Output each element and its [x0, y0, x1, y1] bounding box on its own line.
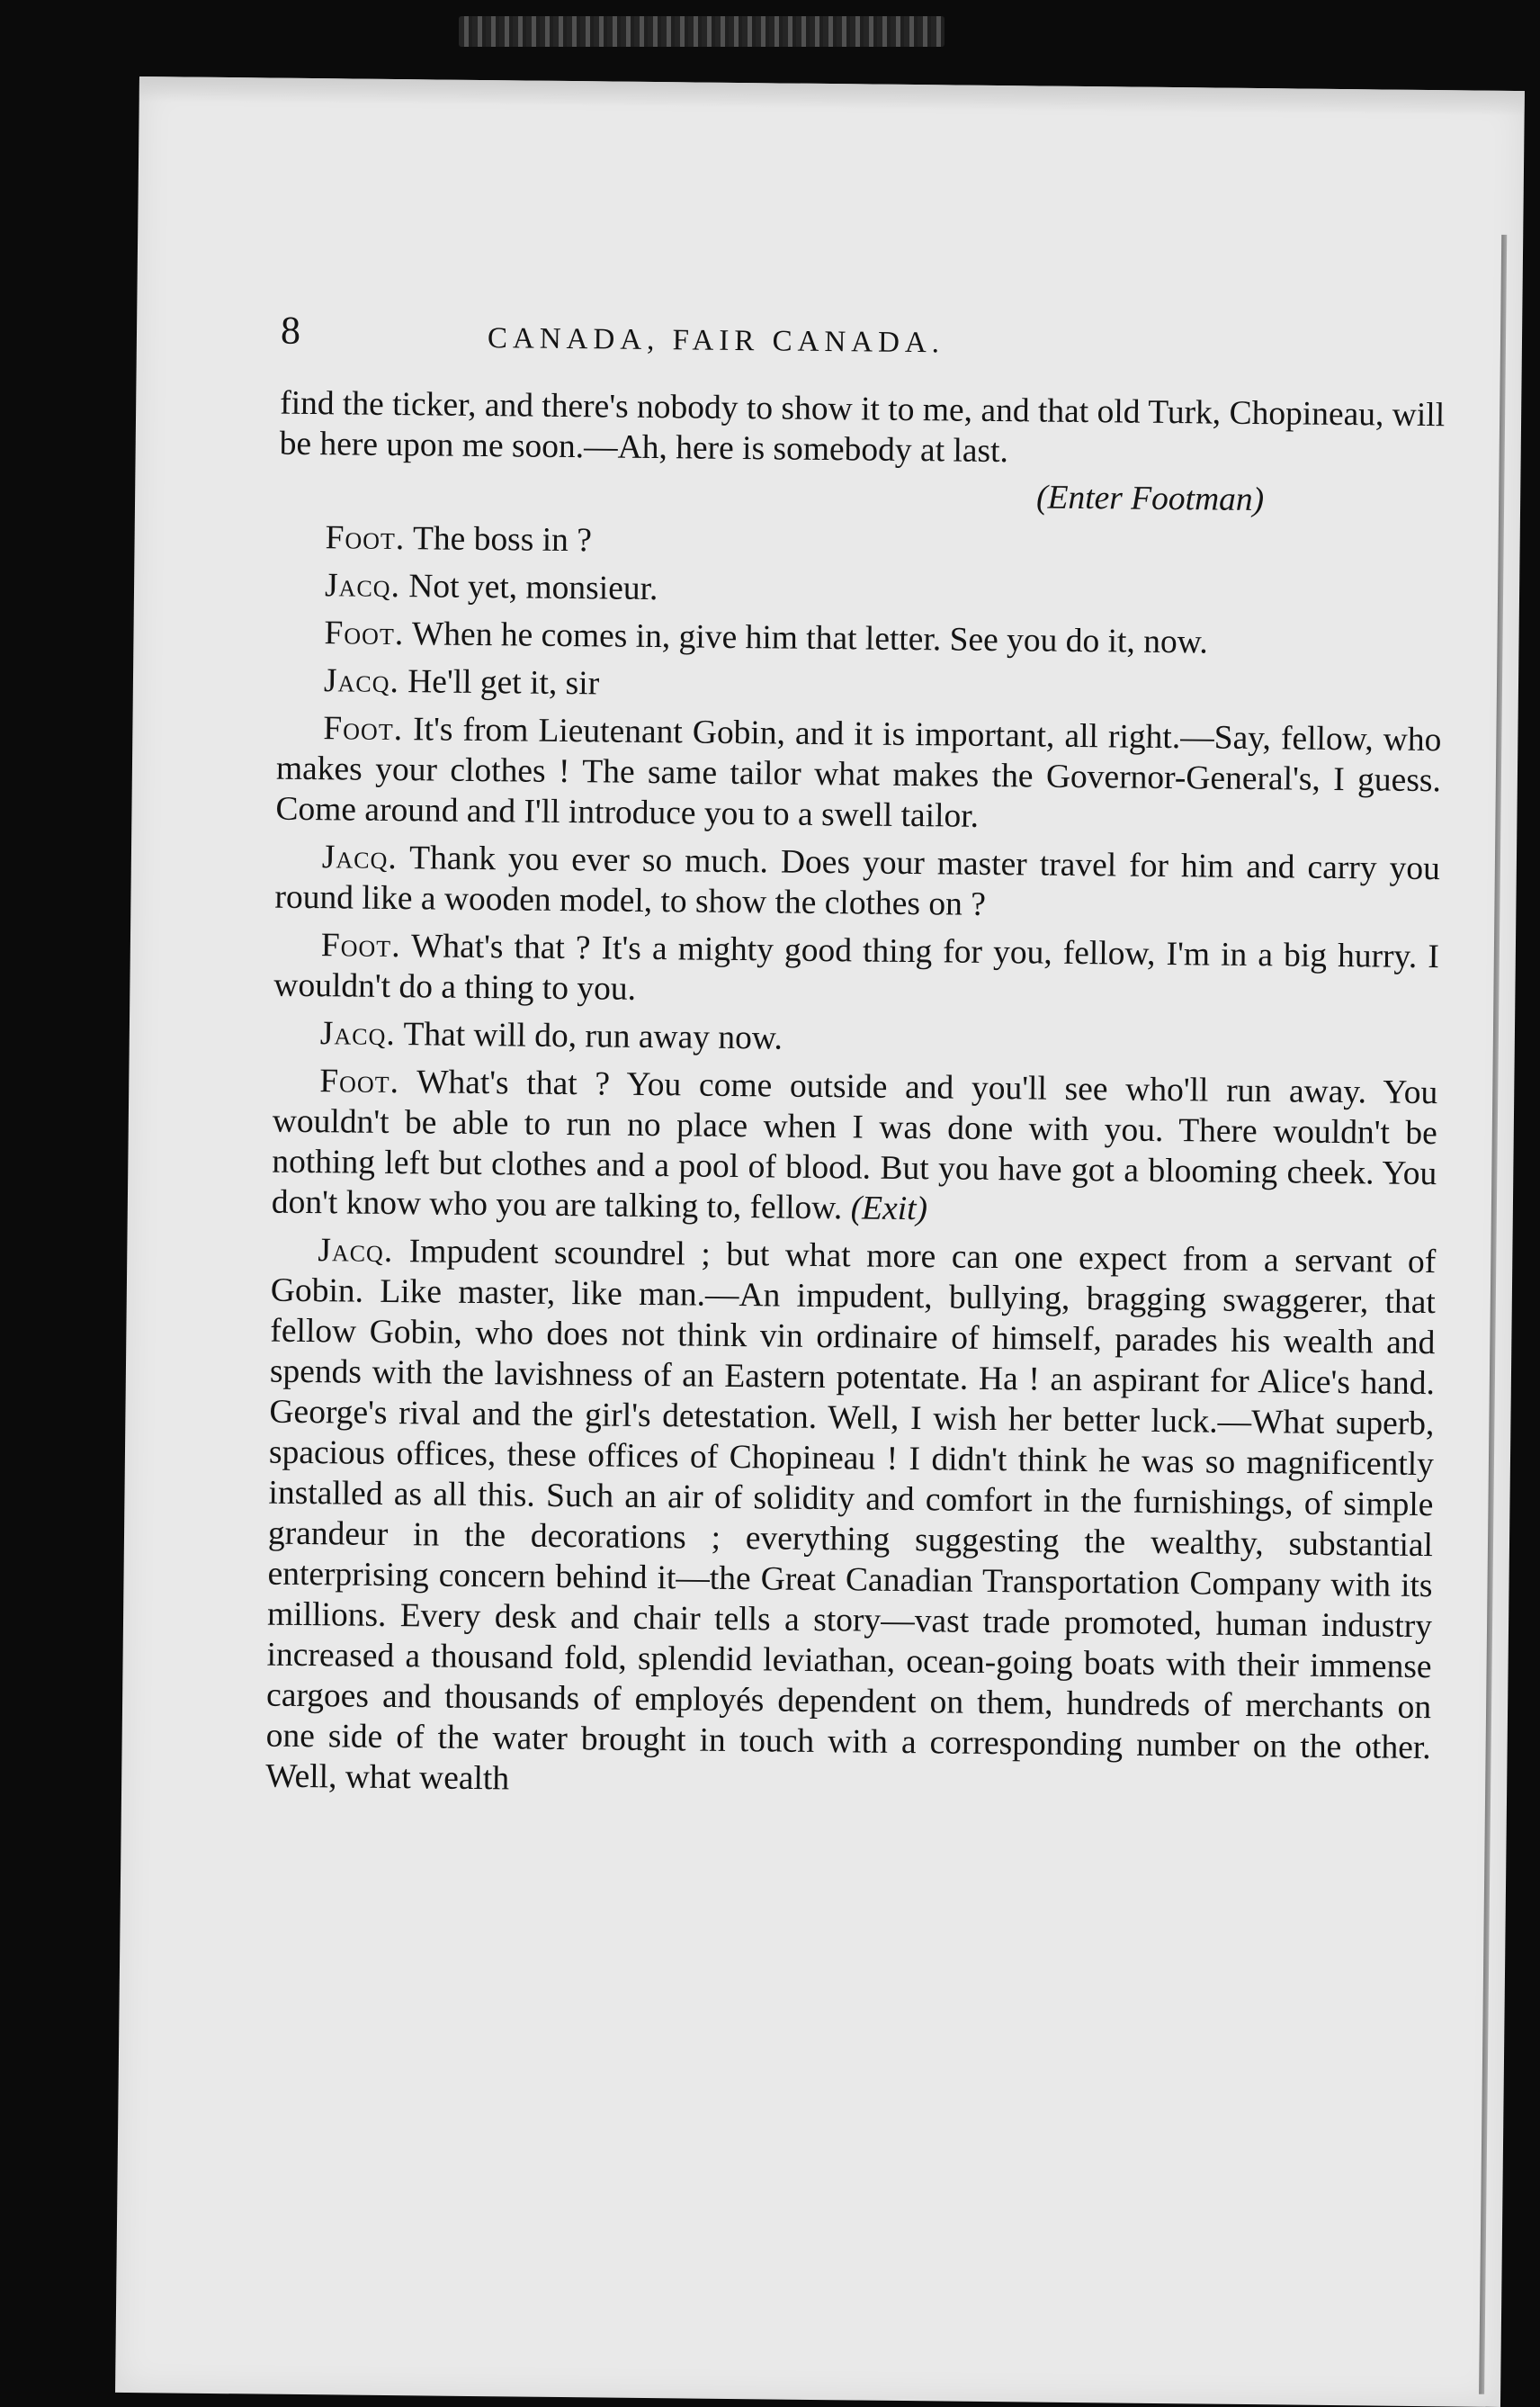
- dialogue-line: [275, 708, 1441, 842]
- dialogue-line: [273, 1013, 1438, 1066]
- page-content: [265, 308, 1446, 1809]
- opening-paragraph: find the ticker, and there's nobody to show it to me, and that old Turk, Chopineau, will be here upon me soon.—Ah, here is somebody at last.: [279, 384, 1446, 471]
- dialogue-line: [277, 613, 1442, 666]
- dialogue-line: [273, 925, 1439, 1019]
- book-page: [115, 76, 1525, 2407]
- stage-direction-exit: (Exit): [850, 1190, 928, 1228]
- page-number: 8: [280, 308, 301, 353]
- dialogue-text: That will do, run away now.: [403, 1016, 783, 1057]
- dialogue-text: When he comes in, give him that letter. See you do it, now.: [411, 615, 1208, 661]
- speaker-name: Foot.: [320, 927, 401, 965]
- speaker-name: Jacq.: [319, 1015, 396, 1054]
- dialogue-line: [278, 565, 1443, 618]
- page-header: [281, 308, 1446, 383]
- monologue-paragraph: [265, 1230, 1437, 1810]
- dialogue-text: What's that ? It's a mighty good thing for you, fellow, I'm in a big hurry. I wouldn't do a thing to you.: [273, 928, 1440, 1008]
- dialogue-line: [272, 1061, 1438, 1235]
- speaker-name: Jacq.: [318, 1232, 394, 1271]
- dialogue-text: What's that ? You come outside and you'll see who'll run away. You wouldn't be able to run no place when I was done with you. There wouldn't be nothing left but clothes and a pool of blood. But you have got a blooming cheek. You don't know who you are talking to, fellow.: [271, 1064, 1438, 1227]
- dialogue-text: Not yet, monsieur.: [408, 568, 658, 608]
- speaker-name: Foot.: [319, 1063, 400, 1101]
- scan-top-smudge: [459, 16, 945, 47]
- dialogue-text: He'll get it, sir: [407, 663, 600, 703]
- monologue-text: Impudent scoundrel ; but what more can one expect from a servant of Gobin. Like master, like man.—An impudent, bullying, bragging swaggerer, that fellow Gobin, who does not think vin ordinaire of himself, parades his wealth and spends with the lavishness of an Eastern potentate. Ha ! an aspirant for Alice's hand. George's rival and the girl's detestation. Well, I wish her better luck.—What superb, spacious offices, these offices of Chopineau ! I didn't think he was so magnificently installed as all this. Such an air of solidity and comfort in the furnishings, of simple grandeur in the decorations ; everything suggesting the wealthy, substantial enterprising concern behind it—the Great Canadian Transportation Company with its millions. Every desk and chair tells a story—vast trade promoted, human industry increased a thousand fold, splendid leviathan, ocean-going boats with their immense cargoes and thousands of employés dependent on them, hundreds of merchants on one side of the water brought in touch with a corresponding number on the other. Well, what wealth: [265, 1233, 1437, 1798]
- dialogue-text: It's from Lieutenant Gobin, and it is important, all right.—Say, fellow, who makes your clothes ! The same tailor what makes the Governor-General's, I guess. Come around and I'll introduce you to a swell tailor.: [275, 711, 1442, 835]
- dialogue-text: The boss in ?: [412, 520, 593, 560]
- dialogue-text: Thank you ever so much. Does your master travel for him and carry you round like a wooden model, to show the clothes on ?: [274, 840, 1441, 923]
- body-text: [265, 383, 1445, 1809]
- speaker-name: Foot.: [325, 519, 406, 558]
- speaker-name: Jacq.: [324, 567, 401, 606]
- running-head: CANADA, FAIR CANADA.: [487, 322, 945, 360]
- speaker-name: Foot.: [324, 615, 405, 653]
- page-edge-shadow: [1479, 235, 1507, 2394]
- speaker-name: Foot.: [323, 710, 404, 749]
- dialogue-line: [274, 837, 1440, 930]
- dialogue-line: [277, 660, 1442, 714]
- stage-direction-enter: (Enter Footman): [1035, 479, 1265, 519]
- dialogue-line: [278, 517, 1443, 570]
- speaker-name: Jacq.: [321, 839, 398, 877]
- speaker-name: Jacq.: [323, 662, 400, 701]
